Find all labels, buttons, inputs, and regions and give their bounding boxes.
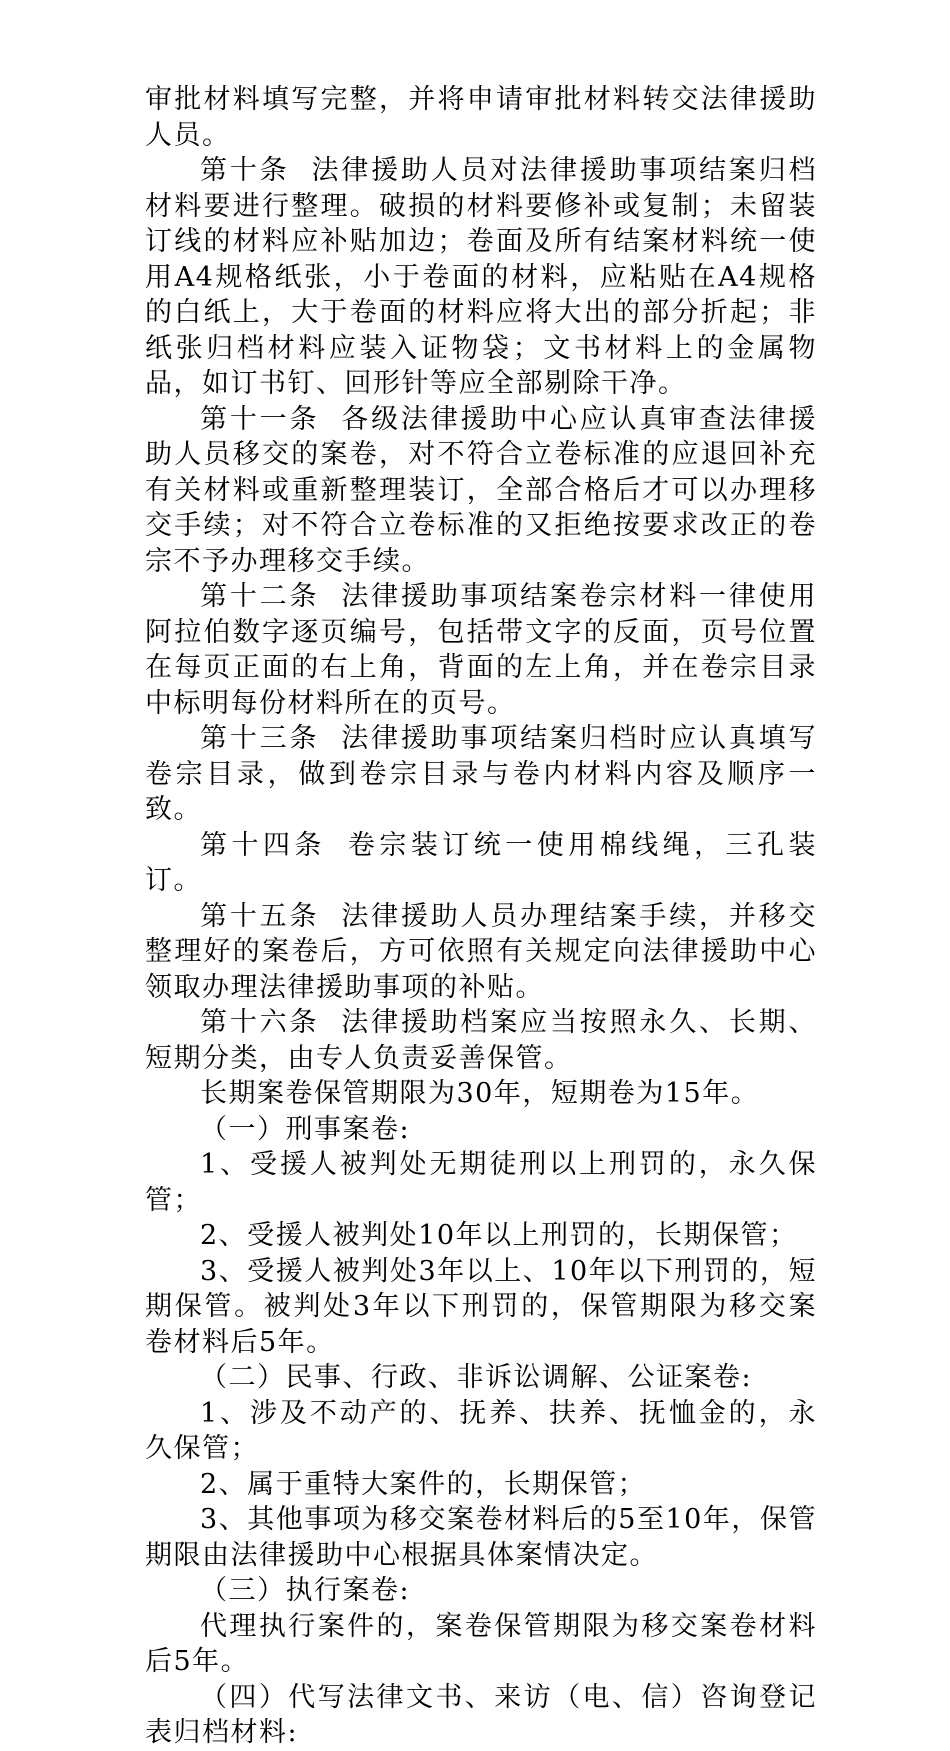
article-text: 法律援助人员办理结案手续，并移交整理好的案卷后，方可依照有关规定向法律援助中心领取办理法律援助事项的补贴。 bbox=[145, 900, 818, 1003]
list-item-text: 1、受援人被判处无期徒刑以上刑罚的，永久保管； bbox=[145, 1149, 817, 1216]
section-heading: （三）执行案卷: bbox=[200, 1575, 411, 1606]
list-item-text: 3、受援人被判处3年以上、10年以下刑罚的，短期保管。被判处3年以下刑罚的，保管期限为移交案卷材料后5年。 bbox=[145, 1255, 817, 1358]
article-10 bbox=[145, 153, 817, 402]
article-text: 法律援助档案应当按照永久、长期、短期分类，由专人负责妥善保管。 bbox=[145, 1007, 818, 1074]
retention-period-note bbox=[145, 1076, 817, 1112]
list-item bbox=[145, 1502, 817, 1573]
document-page bbox=[145, 82, 817, 1751]
article-text: 卷宗装订统一使用棉线绳，三孔装订。 bbox=[145, 829, 818, 896]
section-criminal bbox=[145, 1112, 817, 1148]
article-heading: 第十三条 bbox=[200, 723, 320, 754]
list-item-text: 2、受援人被判处10年以上刑罚的，长期保管； bbox=[200, 1220, 798, 1251]
list-item bbox=[145, 1467, 817, 1503]
paragraph-text: 长期案卷保管期限为30年，短期卷为15年。 bbox=[200, 1078, 760, 1109]
article-heading: 第十四条 bbox=[200, 829, 326, 861]
list-item-text: 2、属于重特大案件的，长期保管； bbox=[200, 1468, 647, 1500]
article-text: 法律援助事项结案卷宗材料一律使用阿拉伯数字逐页编号，包括带文字的反面，页号位置在每页正面的右上角，背面的左上角，并在卷宗目录中标明每份材料所在的页号。 bbox=[145, 581, 818, 719]
article-text: 法律援助事项结案归档时应认真填写卷宗目录，做到卷宗目录与卷内材料内容及顺序一致。 bbox=[145, 723, 818, 825]
article-11 bbox=[145, 402, 817, 580]
list-item bbox=[145, 1218, 817, 1254]
article-12 bbox=[145, 579, 817, 721]
section-heading: （二）民事、行政、非诉讼调解、公证案卷: bbox=[200, 1362, 753, 1393]
list-item-text: 1、涉及不动产的、抚养、扶养、抚恤金的，永久保管； bbox=[145, 1397, 817, 1464]
paragraph-0 bbox=[145, 82, 817, 153]
list-item bbox=[145, 1396, 817, 1467]
list-item-text: 3、其他事项为移交案卷材料后的5至10年，保管期限由法律援助中心根据具体案情决定。 bbox=[145, 1504, 817, 1571]
article-heading: 第十条 bbox=[200, 155, 290, 186]
section-consultation bbox=[145, 1680, 817, 1751]
article-16 bbox=[145, 1005, 817, 1076]
article-heading: 第十六条 bbox=[200, 1007, 320, 1038]
article-text: 法律援助人员对法律援助事项结案归档材料要进行整理。破损的材料要修补或复制；未留装订线的材料应补贴加边；卷面及所有结案材料统一使用A4规格纸张，小于卷面的材料，应粘贴在A4规格的白纸上，大于卷面的材料应将大出的部分折起；非纸张归档材料应装入证物袋；文书材料上的金属物品，如订书钉、回形针等应全部剔除干净。 bbox=[145, 155, 818, 399]
article-heading: 第十一条 bbox=[200, 403, 320, 435]
article-text: 各级法律援助中心应认真审查法律援助人员移交的案卷，对不符合立卷标准的应退回补充有关材料或重新整理装订，全部合格后才可以办理移交手续；对不符合立卷标准的又拒绝按要求改正的卷宗不予办理移交手续。 bbox=[145, 403, 818, 577]
paragraph-text: 审批材料填写完整，并将申请审批材料转交法律援助人员。 bbox=[145, 84, 817, 151]
article-13 bbox=[145, 721, 817, 828]
list-item bbox=[145, 1254, 817, 1361]
section-heading: （四）代写法律文书、来访（电、信）咨询登记表归档材料: bbox=[145, 1681, 817, 1748]
article-heading: 第十二条 bbox=[200, 581, 320, 612]
section-enforcement bbox=[145, 1573, 817, 1609]
article-14 bbox=[145, 828, 817, 899]
paragraph-text: 代理执行案件的，案卷保管期限为移交案卷材料后5年。 bbox=[145, 1610, 817, 1677]
enforcement-note bbox=[145, 1609, 817, 1680]
list-item bbox=[145, 1147, 817, 1218]
section-heading: （一）刑事案卷: bbox=[200, 1113, 411, 1145]
article-15 bbox=[145, 899, 817, 1006]
section-civil bbox=[145, 1360, 817, 1396]
article-heading: 第十五条 bbox=[200, 900, 320, 932]
